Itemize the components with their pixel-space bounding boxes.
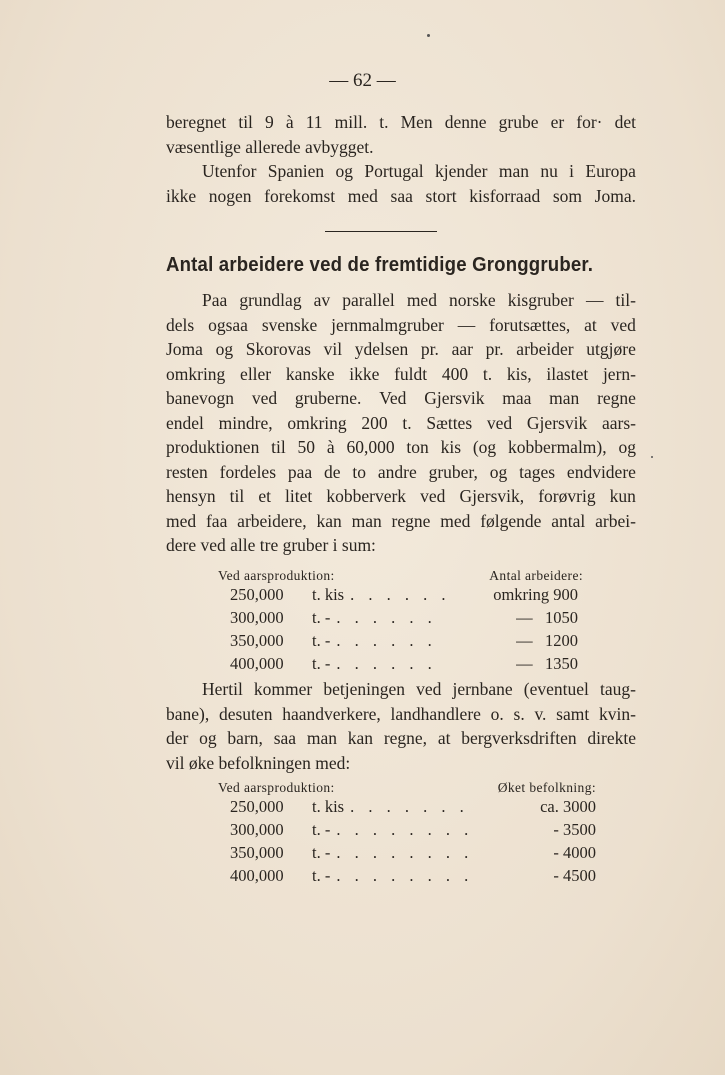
word: stort xyxy=(425,185,457,206)
word: faa xyxy=(205,510,228,531)
word: à xyxy=(326,437,335,457)
word: til xyxy=(271,437,286,457)
word: ved xyxy=(610,314,636,335)
word: for· xyxy=(576,112,603,132)
text-line xyxy=(166,386,636,411)
word: ikke xyxy=(166,185,197,206)
word: utgjøre xyxy=(586,339,636,359)
word: man xyxy=(498,161,529,181)
word: til xyxy=(229,486,245,506)
paper-speck xyxy=(651,456,653,458)
word: til- xyxy=(615,290,636,310)
word: mill. xyxy=(334,112,368,132)
text-line xyxy=(166,135,636,160)
word: forekomst xyxy=(264,185,336,206)
word: eller xyxy=(240,363,272,384)
table-row xyxy=(218,864,596,887)
production-unit: t. kis xyxy=(312,585,345,605)
word: 11 xyxy=(305,112,323,132)
word: haandverkere, xyxy=(282,703,381,724)
text-line xyxy=(166,362,636,387)
production-qty: 300,000 xyxy=(230,820,284,840)
word: mindre, xyxy=(218,412,273,433)
population-value: - 3500 xyxy=(553,820,596,840)
population-value: - 4000 xyxy=(553,842,596,862)
word: banevogn xyxy=(166,388,235,408)
workers-value: — 1350 xyxy=(516,653,578,673)
word: at xyxy=(437,728,451,748)
text-line xyxy=(166,184,636,209)
text-line xyxy=(166,702,636,727)
leader-dots: . . . . . . xyxy=(350,585,451,605)
word: arbeider xyxy=(516,339,574,359)
word: med xyxy=(166,510,197,531)
word: parallel xyxy=(342,290,395,310)
paragraph-2 xyxy=(166,288,636,558)
word: nogen xyxy=(208,185,252,206)
text-line xyxy=(166,288,636,313)
word: jernmalmgruber xyxy=(331,314,444,335)
word: tages xyxy=(519,461,556,482)
word: av xyxy=(313,290,331,310)
word: ved xyxy=(416,679,442,699)
word: kvin- xyxy=(598,703,636,724)
word: v. xyxy=(534,703,547,724)
production-unit: t. - xyxy=(312,820,331,840)
header-population: Øket befolkning: xyxy=(497,780,596,795)
word: 60,000 xyxy=(346,437,395,457)
production-unit: t. - xyxy=(312,630,331,650)
word: fuldt xyxy=(394,363,428,384)
text-line xyxy=(166,484,636,509)
word: det xyxy=(614,112,636,132)
word: til xyxy=(238,112,253,132)
word: som xyxy=(552,185,583,206)
word: Portugal xyxy=(364,161,424,181)
word: Europa xyxy=(585,161,636,181)
word: kanske xyxy=(285,363,335,384)
table-row xyxy=(218,819,596,842)
workers-table xyxy=(218,568,583,675)
production-qty: 350,000 xyxy=(230,842,284,862)
word: gruberne. xyxy=(294,388,362,408)
text-line xyxy=(166,337,636,362)
word: endel xyxy=(166,412,204,433)
word: Joma xyxy=(166,339,203,359)
word: 9 xyxy=(265,112,274,132)
word: direkte xyxy=(587,728,636,748)
word: arbei- xyxy=(595,510,636,531)
word: et xyxy=(258,486,271,506)
word: denne xyxy=(444,112,487,132)
production-qty: 350,000 xyxy=(230,630,284,650)
population-value: ca. 3000 xyxy=(540,797,596,817)
production-qty: 250,000 xyxy=(230,585,284,605)
word: fordeles xyxy=(219,461,277,482)
production-unit: t. - xyxy=(312,842,331,862)
word: og xyxy=(618,437,636,457)
word: paa xyxy=(287,461,313,482)
word: o. xyxy=(490,703,504,724)
table-header xyxy=(218,568,583,584)
word: Joma. xyxy=(594,185,636,206)
word: kjender xyxy=(435,161,488,181)
word: gruber, xyxy=(428,461,478,482)
word: ved xyxy=(486,412,513,433)
section-heading: Antal arbeidere ved de fremtidige Gronggruber. xyxy=(166,254,594,276)
leader-dots: . . . . . . . . xyxy=(336,865,474,885)
word: betjeningen xyxy=(323,679,405,699)
text-line xyxy=(166,726,636,751)
word: ilastet xyxy=(546,363,589,384)
header-production: Ved aarsproduktion: xyxy=(218,568,335,583)
word: desuten xyxy=(218,703,273,724)
word: taug- xyxy=(600,679,636,699)
table-row xyxy=(218,652,578,675)
word: Gjersvik, xyxy=(459,486,525,506)
word: arbeidere, xyxy=(237,510,307,531)
word: kobbermalm), xyxy=(507,437,607,457)
word: kis xyxy=(440,437,462,457)
production-unit: t. kis xyxy=(312,797,345,817)
word: kobberverk xyxy=(326,486,407,506)
production-unit: t. - xyxy=(312,653,331,673)
word: aars- xyxy=(601,412,636,433)
word: jern- xyxy=(602,363,636,384)
text-line xyxy=(166,110,636,135)
word: (og xyxy=(472,437,497,457)
word: saa xyxy=(390,185,413,206)
word: ton xyxy=(406,437,429,457)
word: væsentlige allerede avbygget. xyxy=(166,136,374,157)
word: kisgruber xyxy=(507,290,574,310)
word: jernbane xyxy=(452,679,513,699)
word: grundlag xyxy=(239,290,302,310)
word: pr. xyxy=(420,339,439,359)
word: andre xyxy=(377,461,417,482)
word: maa xyxy=(502,388,532,408)
word: omkring xyxy=(166,363,226,384)
word: og xyxy=(335,161,354,181)
word: litet xyxy=(285,486,313,506)
word: bane), xyxy=(166,703,210,724)
word: dere ved alle tre gruber i sum: xyxy=(166,535,376,555)
word: man xyxy=(351,510,382,531)
word: med xyxy=(406,290,437,310)
paragraph-3 xyxy=(166,677,636,775)
production-unit: t. - xyxy=(312,608,331,628)
word: regne xyxy=(391,510,431,531)
word: bergverksdriften xyxy=(461,728,577,748)
text-line xyxy=(166,159,636,184)
leader-dots: . . . . . . xyxy=(336,608,437,628)
word: grube xyxy=(498,112,539,132)
word: — xyxy=(585,290,604,310)
word: de xyxy=(324,461,341,482)
word: resten xyxy=(166,461,208,482)
word: Spanien xyxy=(267,161,325,181)
word: kun xyxy=(609,486,636,506)
word: forutsættes, xyxy=(489,314,571,335)
workers-value: — 1200 xyxy=(516,630,578,650)
word: t. xyxy=(402,412,412,433)
table-header xyxy=(218,780,596,796)
word: ikke xyxy=(349,363,380,384)
word: (eventuel xyxy=(523,679,589,699)
word: 200 xyxy=(361,412,388,433)
word: t. xyxy=(379,112,389,132)
production-qty: 300,000 xyxy=(230,608,284,628)
word: landhandlere xyxy=(390,703,481,724)
leader-dots: . . . . . . xyxy=(336,630,437,650)
word: 400 xyxy=(441,363,469,384)
word: Paa xyxy=(202,290,228,310)
word: og xyxy=(489,461,508,482)
leader-dots: . . . . . . . . xyxy=(336,820,474,840)
word: vil øke befolkningen med: xyxy=(166,752,351,773)
leader-dots: . . . . . . xyxy=(336,653,437,673)
workers-value: — 1050 xyxy=(516,608,578,628)
word: der xyxy=(166,728,189,748)
header-workers: Antal arbeidere: xyxy=(489,568,583,583)
word: kan xyxy=(347,728,374,748)
text-line xyxy=(166,677,636,702)
word: regne xyxy=(597,388,636,408)
word: og xyxy=(215,339,234,359)
word: antal xyxy=(551,510,586,531)
word: t. xyxy=(482,363,493,384)
leader-dots: . . . . . . . xyxy=(350,797,469,817)
word: 50 xyxy=(297,437,316,457)
word: kis, xyxy=(506,363,532,384)
table-row xyxy=(218,607,578,630)
word: med xyxy=(347,185,378,206)
word: to xyxy=(352,461,366,482)
table-row xyxy=(218,584,578,607)
word: ved xyxy=(420,486,446,506)
production-unit: t. - xyxy=(312,865,331,885)
page-number: — 62 — xyxy=(329,70,396,91)
word: Utenfor xyxy=(202,161,257,181)
word: og xyxy=(199,728,217,748)
word: svenske xyxy=(261,314,318,335)
word: saa xyxy=(273,728,297,748)
word: kommer xyxy=(253,679,313,699)
paper-speck xyxy=(427,34,430,37)
text-line xyxy=(166,460,636,485)
word: omkring xyxy=(287,412,347,433)
word: produktionen xyxy=(166,437,260,457)
word: Gjersvik xyxy=(424,388,485,408)
text-line xyxy=(166,435,636,460)
production-qty: 400,000 xyxy=(230,653,284,673)
word: beregnet xyxy=(166,112,227,132)
leader-dots: . . . . . . . . xyxy=(336,842,474,862)
word: Hertil xyxy=(202,679,243,699)
population-value: - 4500 xyxy=(553,865,596,885)
word: ogsaa xyxy=(208,314,248,335)
table-row xyxy=(218,630,578,653)
word: regne, xyxy=(383,728,428,748)
word: Men xyxy=(400,112,433,132)
word: i xyxy=(569,161,575,181)
word: kisforraad xyxy=(469,185,541,206)
word: at xyxy=(584,314,597,335)
table-row xyxy=(218,796,596,819)
word: man xyxy=(549,388,580,408)
word: kan xyxy=(316,510,342,531)
word: forøvrig xyxy=(538,486,596,506)
word: man xyxy=(306,728,337,748)
word: à xyxy=(285,112,294,132)
word: er xyxy=(550,112,565,132)
word: samt xyxy=(556,703,590,724)
word: pr. xyxy=(485,339,504,359)
word: med xyxy=(440,510,471,531)
word: ydelsen xyxy=(354,339,409,359)
section-divider xyxy=(325,231,437,232)
paragraph-1 xyxy=(166,110,636,208)
word: Gjersvik xyxy=(526,412,588,433)
word: dels xyxy=(166,314,195,335)
text-line xyxy=(166,533,636,558)
word: vil xyxy=(323,339,343,359)
word: ved xyxy=(251,388,278,408)
production-qty: 400,000 xyxy=(230,865,284,885)
text-line xyxy=(166,509,636,534)
word: hensyn xyxy=(166,486,216,506)
word: aar xyxy=(451,339,473,359)
word: Skorovas xyxy=(245,339,311,359)
word: norske xyxy=(449,290,496,310)
word: nu xyxy=(540,161,558,181)
word: endvidere xyxy=(566,461,636,482)
word: Sættes xyxy=(426,412,473,433)
text-line xyxy=(166,751,636,776)
word: barn, xyxy=(227,728,263,748)
word: s. xyxy=(513,703,525,724)
text-line xyxy=(166,313,636,338)
header-production: Ved aarsproduktion: xyxy=(218,780,335,795)
population-table xyxy=(218,780,596,887)
table-row xyxy=(218,842,596,865)
word: — xyxy=(457,314,476,335)
text-line xyxy=(166,411,636,436)
workers-value: omkring 900 xyxy=(493,585,578,605)
word: følgende xyxy=(480,510,542,531)
word: Ved xyxy=(379,388,407,408)
production-qty: 250,000 xyxy=(230,797,284,817)
